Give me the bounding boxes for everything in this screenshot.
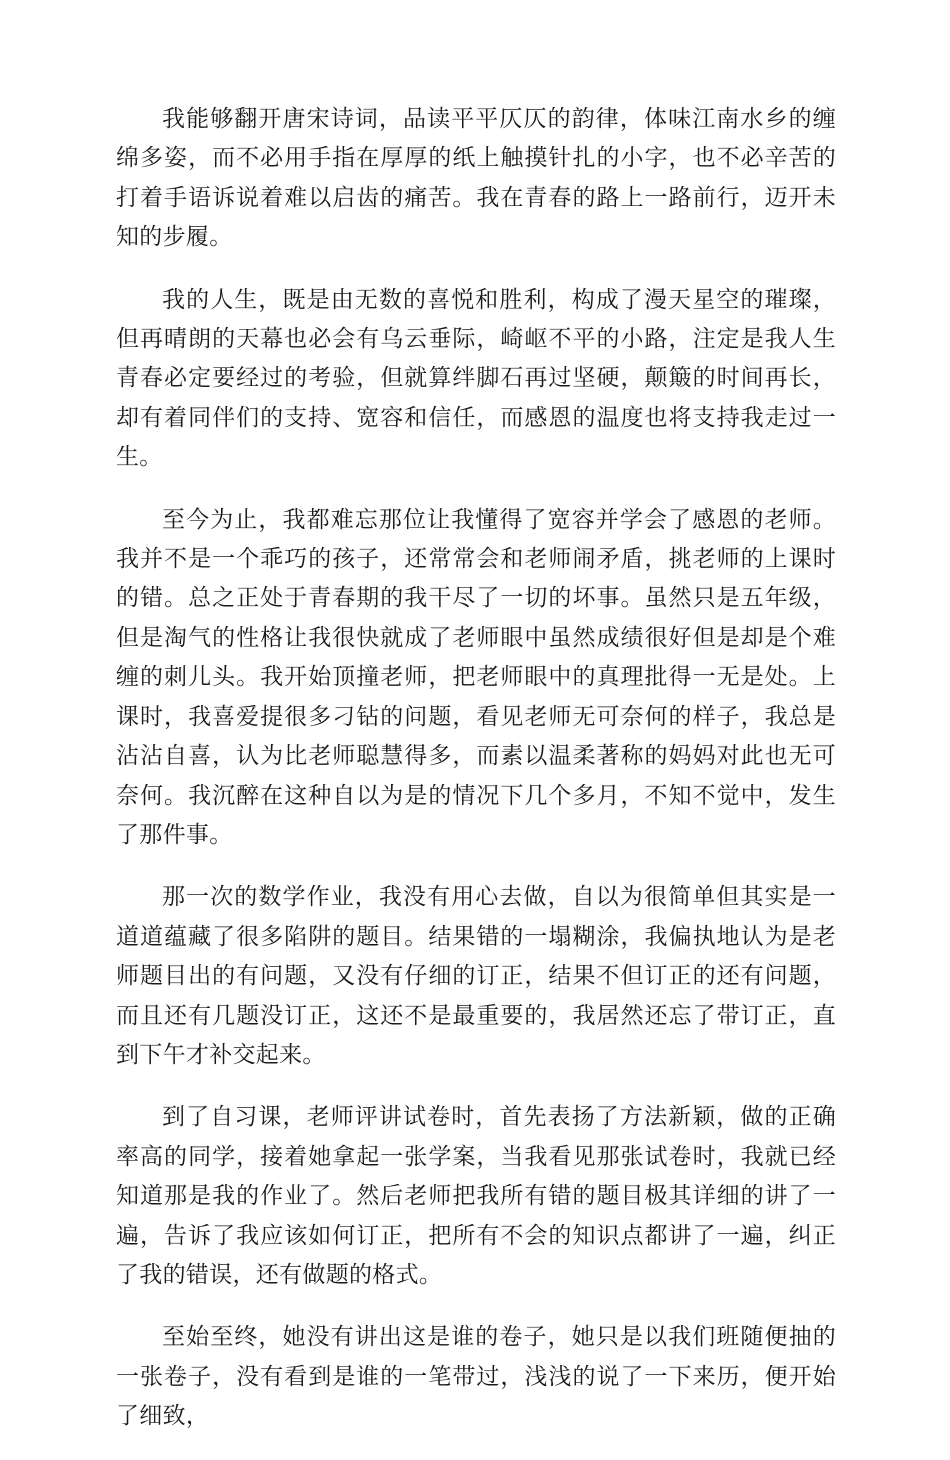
paragraph-5: 到了自习课，老师评讲试卷时，首先表扬了方法新颖，做的正确率高的同学，接着她拿起一张学案，当我看见那张试卷时，我就已经知道那是我的作业了。然后老师把我所有错的题目极其详细的讲了一遍，告诉了我应该如何订正，把所有不会的知识点都讲了一遍，纠正了我的错误，还有做题的格式。 [116,1104,836,1288]
document-page [116,100,836,1460]
paragraph-4: 那一次的数学作业，我没有用心去做，自以为很简单但其实是一道道蕴藏了很多陷阱的题目。结果错的一塌糊涂，我偏执地认为是老师题目出的有问题，又没有仔细的订正，结果不但订正的还有问题，而且还有几题没订正，这还不是最重要的，我居然还忘了带订正，直到下午才补交起来。 [116,884,836,1068]
paragraph-2: 我的人生，既是由无数的喜悦和胜利，构成了漫天星空的璀璨，但再晴朗的天幕也必会有乌云垂际，崎岖不平的小路，注定是我人生青春必定要经过的考验，但就算绊脚石再过坚硬，颠簸的时间再长，却有着同伴们的支持、宽容和信任，而感恩的温度也将支持我走过一生。 [116,286,836,471]
paragraph-3: 至今为止，我都难忘那位让我懂得了宽容并学会了感恩的老师。我并不是一个乖巧的孩子，还常常会和老师闹矛盾，挑老师的上课时的错。总之正处于青春期的我干尽了一切的坏事。虽然只是五年级，但是淘气的性格让我很快就成了老师眼中虽然成绩很好但是却是个难缠的刺儿头。我开始顶撞老师，把老师眼中的真理批得一无是处。上课时，我喜爱提很多刁钻的问题，看见老师无可奈何的样子，我总是沾沾自喜，认为比老师聪慧得多，而素以温柔著称的妈妈对此也无可奈何。我沉醉在这种自以为是的情况下几个多月，不知不觉中，发生了那件事。 [116,506,836,848]
paragraph-6: 至始至终，她没有讲出这是谁的卷子，她只是以我们班随便抽的一张卷子，没有看到是谁的一笔带过，浅浅的说了一下来历，便开始了细致， [116,1324,836,1430]
paragraph-1: 我能够翻开唐宋诗词，品读平平仄仄的韵律，体味江南水乡的缠绵多姿，而不必用手指在厚厚的纸上触摸针扎的小字，也不必辛苦的打着手语诉说着难以启齿的痛苦。我在青春的路上一路前行，迈开未知的步履。 [116,106,836,251]
